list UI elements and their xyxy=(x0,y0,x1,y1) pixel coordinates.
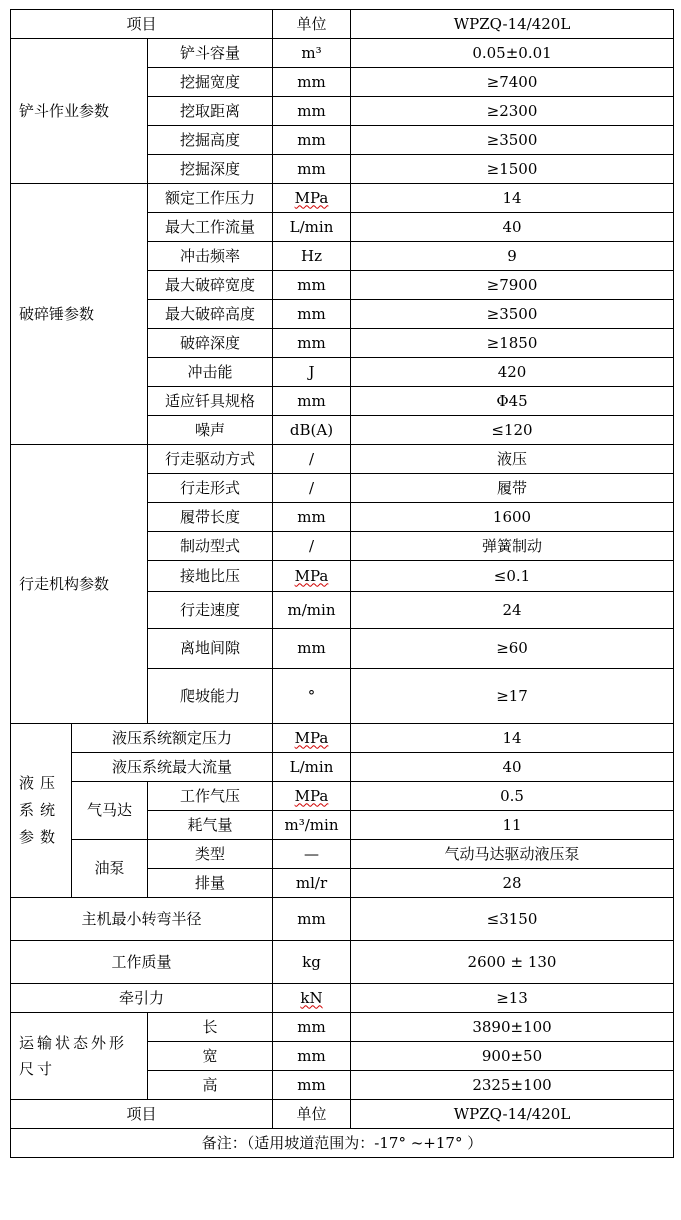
param-unit: mm xyxy=(273,300,351,329)
footer-header-item: 项目 xyxy=(11,1100,273,1129)
param-value: ≤3150 xyxy=(351,898,674,941)
param-unit: mm xyxy=(273,97,351,126)
table-row xyxy=(11,753,674,782)
param-unit: m/min xyxy=(273,592,351,629)
param-value: 14 xyxy=(351,184,674,213)
param-name: 最大工作流量 xyxy=(148,213,273,242)
param-name: 类型 xyxy=(148,840,273,869)
travel-group-label: 行走机构参数 xyxy=(11,445,148,724)
param-unit: / xyxy=(273,474,351,503)
remark-row xyxy=(11,1129,674,1158)
param-name: 高 xyxy=(148,1071,273,1100)
table-row xyxy=(11,984,674,1013)
param-value: 900±50 xyxy=(351,1042,674,1071)
param-value: 弹簧制动 xyxy=(351,532,674,561)
param-value: ≥60 xyxy=(351,629,674,669)
param-value: 11 xyxy=(351,811,674,840)
param-value: 420 xyxy=(351,358,674,387)
param-unit: / xyxy=(273,532,351,561)
param-unit: mm xyxy=(273,1071,351,1100)
param-value: 9 xyxy=(351,242,674,271)
param-name: 适应钎具规格 xyxy=(148,387,273,416)
param-value: 液压 xyxy=(351,445,674,474)
param-value: 24 xyxy=(351,592,674,629)
hammer-group-label: 破碎锤参数 xyxy=(11,184,148,445)
param-name: 主机最小转弯半径 xyxy=(11,898,273,941)
bucket-group-label: 铲斗作业参数 xyxy=(11,39,148,184)
param-value: 0.5 xyxy=(351,782,674,811)
param-unit: / xyxy=(273,445,351,474)
param-unit: mm xyxy=(273,68,351,97)
param-value: Φ45 xyxy=(351,387,674,416)
param-name: 耗气量 xyxy=(148,811,273,840)
table-row xyxy=(11,39,674,68)
param-value: ≥7400 xyxy=(351,68,674,97)
table-row xyxy=(11,941,674,984)
oil-pump-label: 油泵 xyxy=(72,840,148,898)
param-value: 40 xyxy=(351,213,674,242)
param-unit: m³ xyxy=(273,39,351,68)
param-unit: MPa xyxy=(273,561,351,592)
param-unit: L/min xyxy=(273,213,351,242)
param-name: 排量 xyxy=(148,869,273,898)
param-value: 28 xyxy=(351,869,674,898)
footer-header-row xyxy=(11,1100,674,1129)
header-model: WPZQ-14/420L xyxy=(351,10,674,39)
param-name: 最大破碎高度 xyxy=(148,300,273,329)
param-value: 1600 xyxy=(351,503,674,532)
param-name: 铲斗容量 xyxy=(148,39,273,68)
param-name: 最大破碎宽度 xyxy=(148,271,273,300)
param-name: 行走驱动方式 xyxy=(148,445,273,474)
param-value: ≥13 xyxy=(351,984,674,1013)
table-row xyxy=(11,898,674,941)
param-unit: mm xyxy=(273,898,351,941)
param-value: ≥3500 xyxy=(351,300,674,329)
footer-header-unit: 单位 xyxy=(273,1100,351,1129)
air-motor-label: 气马达 xyxy=(72,782,148,840)
param-unit: mm xyxy=(273,155,351,184)
param-value: 0.05±0.01 xyxy=(351,39,674,68)
param-unit: m³/min xyxy=(273,811,351,840)
param-name: 挖取距离 xyxy=(148,97,273,126)
param-unit: kN xyxy=(273,984,351,1013)
table-row xyxy=(11,782,674,811)
param-name: 挖掘深度 xyxy=(148,155,273,184)
param-name: 接地比压 xyxy=(148,561,273,592)
param-value: ≥7900 xyxy=(351,271,674,300)
table-row xyxy=(11,724,674,753)
param-unit: mm xyxy=(273,629,351,669)
param-name: 宽 xyxy=(148,1042,273,1071)
remark-text: 备注：（适用坡道范围为：-17° ~+17° ） xyxy=(11,1129,674,1158)
param-value: ≥3500 xyxy=(351,126,674,155)
param-value: 40 xyxy=(351,753,674,782)
footer-header-model: WPZQ-14/420L xyxy=(351,1100,674,1129)
param-name: 制动型式 xyxy=(148,532,273,561)
header-item: 项目 xyxy=(11,10,273,39)
param-value: ≥2300 xyxy=(351,97,674,126)
transport-group-label: 运输状态外形尺寸 xyxy=(11,1013,148,1100)
param-name: 液压系统额定压力 xyxy=(72,724,273,753)
param-unit: mm xyxy=(273,1013,351,1042)
param-name: 行走速度 xyxy=(148,592,273,629)
param-name: 额定工作压力 xyxy=(148,184,273,213)
spec-table xyxy=(10,9,674,1158)
param-name: 履带长度 xyxy=(148,503,273,532)
table-row xyxy=(11,840,674,869)
param-name: 牵引力 xyxy=(11,984,273,1013)
param-name: 噪声 xyxy=(148,416,273,445)
param-unit: ml/r xyxy=(273,869,351,898)
header-unit: 单位 xyxy=(273,10,351,39)
param-unit: dB(A) xyxy=(273,416,351,445)
param-unit: ° xyxy=(273,669,351,724)
header-row xyxy=(11,10,674,39)
param-unit: L/min xyxy=(273,753,351,782)
param-name: 行走形式 xyxy=(148,474,273,503)
param-unit: mm xyxy=(273,503,351,532)
param-name: 冲击频率 xyxy=(148,242,273,271)
param-name: 工作气压 xyxy=(148,782,273,811)
param-value: ≥17 xyxy=(351,669,674,724)
param-name: 液压系统最大流量 xyxy=(72,753,273,782)
param-name: 爬坡能力 xyxy=(148,669,273,724)
param-value: 气动马达驱动液压泵 xyxy=(351,840,674,869)
table-row xyxy=(11,445,674,474)
param-name: 挖掘宽度 xyxy=(148,68,273,97)
param-unit: mm xyxy=(273,329,351,358)
hydraulic-group-label: 液压系统参数 xyxy=(11,724,72,898)
param-value: ≤0.1 xyxy=(351,561,674,592)
param-name: 破碎深度 xyxy=(148,329,273,358)
param-unit: J xyxy=(273,358,351,387)
table-row xyxy=(11,1013,674,1042)
param-value: 14 xyxy=(351,724,674,753)
param-unit: mm xyxy=(273,126,351,155)
param-unit: Hz xyxy=(273,242,351,271)
table-row xyxy=(11,184,674,213)
param-value: 2600 ± 130 xyxy=(351,941,674,984)
param-unit: MPa xyxy=(273,782,351,811)
param-unit: MPa xyxy=(273,724,351,753)
param-value: ≥1850 xyxy=(351,329,674,358)
param-name: 挖掘高度 xyxy=(148,126,273,155)
param-value: 3890±100 xyxy=(351,1013,674,1042)
param-name: 离地间隙 xyxy=(148,629,273,669)
param-name: 长 xyxy=(148,1013,273,1042)
param-name: 工作质量 xyxy=(11,941,273,984)
param-unit: mm xyxy=(273,271,351,300)
param-value: 履带 xyxy=(351,474,674,503)
param-name: 冲击能 xyxy=(148,358,273,387)
param-value: 2325±100 xyxy=(351,1071,674,1100)
param-value: ≥1500 xyxy=(351,155,674,184)
param-unit: mm xyxy=(273,1042,351,1071)
param-unit: kg xyxy=(273,941,351,984)
param-unit: — xyxy=(273,840,351,869)
param-value: ≤120 xyxy=(351,416,674,445)
param-unit: mm xyxy=(273,387,351,416)
param-unit: MPa xyxy=(273,184,351,213)
